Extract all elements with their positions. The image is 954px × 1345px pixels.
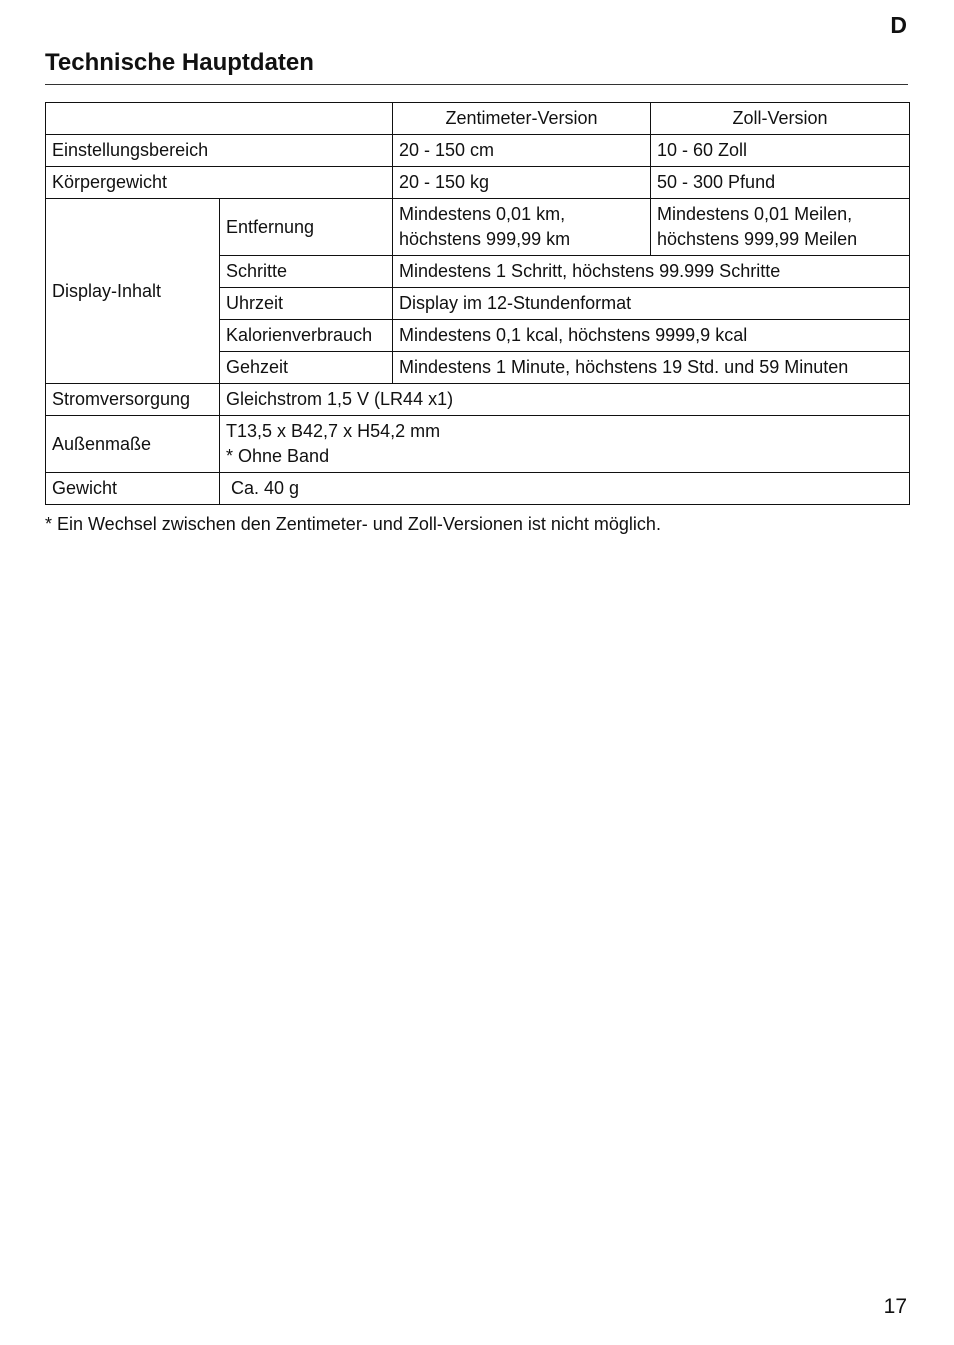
cell-line: T13,5 x B42,7 x H54,2 mm bbox=[226, 421, 441, 441]
sublabel-kalorienverbrauch: Kalorienverbrauch bbox=[220, 320, 393, 352]
row-label-aussenmasse: Außenmaße bbox=[46, 416, 220, 473]
cell-line: Mindestens 0,01 Meilen, bbox=[657, 204, 853, 224]
cell-gewicht: Ca. 40 g bbox=[220, 473, 910, 505]
cell-line: * Ohne Band bbox=[226, 446, 330, 466]
cell-uhrzeit: Display im 12-Stundenformat bbox=[393, 288, 910, 320]
table-row bbox=[46, 416, 910, 473]
row-label-stromversorgung: Stromversorgung bbox=[46, 384, 220, 416]
header-inch-version: Zoll-Version bbox=[651, 103, 910, 135]
cell-gehzeit: Mindestens 1 Minute, höchstens 19 Std. und 59 Minuten bbox=[393, 352, 910, 384]
cell-kalorienverbrauch: Mindestens 0,1 kcal, höchstens 9999,9 kcal bbox=[393, 320, 910, 352]
header-cm-version: Zentimeter-Version bbox=[393, 103, 651, 135]
sublabel-gehzeit: Gehzeit bbox=[220, 352, 393, 384]
table-row bbox=[46, 167, 910, 199]
cell-line: höchstens 999,99 km bbox=[399, 229, 571, 249]
header-empty-cell bbox=[46, 103, 393, 135]
table-row bbox=[46, 384, 910, 416]
row-label-einstellungsbereich: Einstellungsbereich bbox=[46, 135, 393, 167]
cell-koerpergewicht-cm: 20 - 150 kg bbox=[393, 167, 651, 199]
table-row bbox=[46, 473, 910, 505]
cell-koerpergewicht-inch: 50 - 300 Pfund bbox=[651, 167, 910, 199]
specifications-table bbox=[45, 102, 910, 505]
cell-line: Mindestens 0,01 km, bbox=[399, 204, 566, 224]
row-label-koerpergewicht: Körpergewicht bbox=[46, 167, 393, 199]
cell-stromversorgung: Gleichstrom 1,5 V (LR44 x1) bbox=[220, 384, 910, 416]
cell-aussenmasse bbox=[220, 416, 910, 473]
footnote: * Ein Wechsel zwischen den Zentimeter- und Zoll-Versionen ist nicht möglich. bbox=[45, 514, 661, 534]
cell-line: höchstens 999,99 Meilen bbox=[657, 229, 858, 249]
page-number: 17 bbox=[883, 1295, 907, 1318]
language-marker: D bbox=[890, 12, 907, 38]
cell-schritte: Mindestens 1 Schritt, höchstens 99.999 Schritte bbox=[393, 256, 910, 288]
cell-einstellungsbereich-inch: 10 - 60 Zoll bbox=[651, 135, 910, 167]
page-title: Technische Hauptdaten bbox=[45, 49, 314, 76]
sublabel-uhrzeit: Uhrzeit bbox=[220, 288, 393, 320]
title-divider bbox=[45, 84, 908, 85]
cell-entfernung-cm bbox=[393, 199, 651, 256]
table-header-row bbox=[46, 103, 910, 135]
sublabel-entfernung: Entfernung bbox=[220, 199, 393, 256]
table-row bbox=[46, 135, 910, 167]
table-row bbox=[46, 199, 910, 256]
cell-entfernung-inch bbox=[651, 199, 910, 256]
cell-einstellungsbereich-cm: 20 - 150 cm bbox=[393, 135, 651, 167]
sublabel-schritte: Schritte bbox=[220, 256, 393, 288]
row-label-display-inhalt: Display-Inhalt bbox=[46, 199, 220, 384]
row-label-gewicht: Gewicht bbox=[46, 473, 220, 505]
